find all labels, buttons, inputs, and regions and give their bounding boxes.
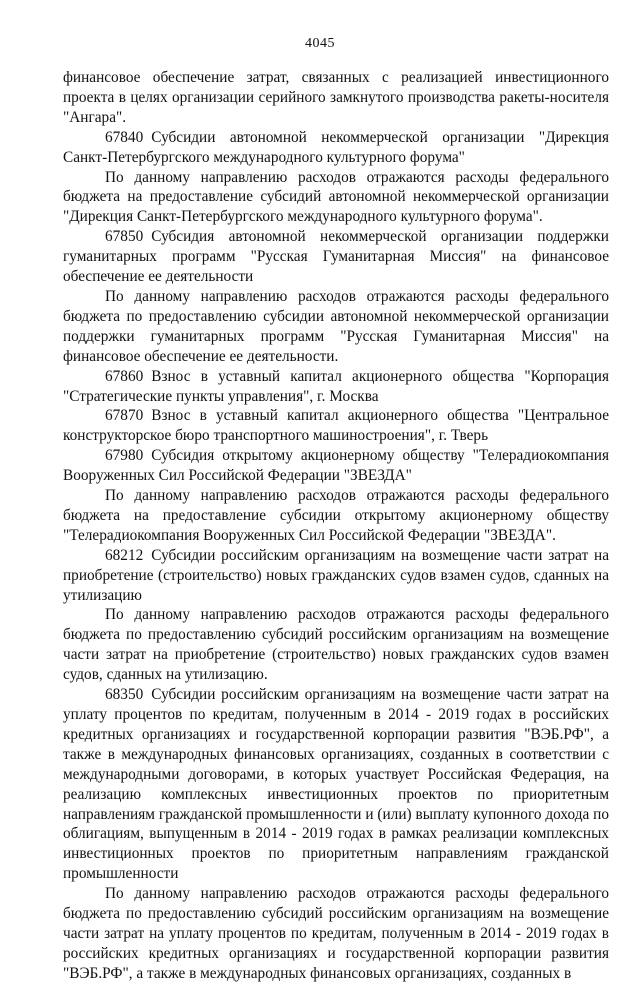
paragraph [63, 486, 609, 546]
paragraph [63, 287, 609, 367]
paragraph-text: По данному направлению расходов отражаются расходы федерального бюджета на предоставление субсидии открытому акционерному обществу "Телерадиокомпания Вооруженных Сил Российской Федерации "ЗВЕЗДА". [63, 487, 609, 544]
budget-item-title: Взнос в уставный капитал акционерного общества "Центральное конструкторское бюро транспортного машиностроения", г. Тверь [63, 407, 609, 445]
budget-item-title: Субсидии российским организациям на возмещение части затрат на уплату процентов по кредитам, полученным в 2014 - 2019 годах в российских кредитных организациях и государственной корпорации развития "ВЭБ.РФ", а также в международных финансовых организациях, созданных в соответствии с международными договорами, в которых участвует Российская Федерация, на реализацию комплексных инвестиционных проектов по приоритетным направлениям гражданской промышленности и (или) выплату купонного дохода по облигациям, выпущенным в 2014 - 2019 годах в рамках реализации комплексных инвестиционных проектов по приоритетным направлениям гражданской промышленности [63, 686, 609, 883]
budget-item [63, 406, 609, 446]
budget-item [63, 446, 609, 486]
budget-item [63, 227, 609, 287]
document-body [63, 68, 609, 984]
budget-item-title: Субсидия открытому акционерному обществу "Телерадиокомпания Вооруженных Сил Российской Федерации "ЗВЕЗДА" [63, 447, 609, 485]
budget-code: 67850 [105, 228, 144, 246]
budget-code: 67980 [105, 447, 144, 465]
budget-item-title: Взнос в уставный капитал акционерного общества "Корпорация "Стратегические пункты управления", г. Москва [63, 367, 609, 405]
budget-item-title: Субсидия автономной некоммерческой организации поддержки гуманитарных программ "Русская Гуманитарная Миссия" на финансовое обеспечение ее деятельности [63, 228, 609, 286]
budget-item [63, 128, 609, 168]
paragraph [63, 605, 609, 685]
budget-code: 68350 [105, 686, 144, 704]
paragraph [63, 68, 609, 128]
budget-item-title: Субсидии российским организациям на возмещение части затрат на приобретение (строительство) новых гражданских судов взамен судов, сданных на утилизацию [63, 546, 609, 604]
paragraph-text: По данному направлению расходов отражаются расходы федерального бюджета по предоставлению субсидии автономной некоммерческой организации поддержки гуманитарных программ "Русская Гуманитарная Миссия" на финансовое обеспечение ее деятельности. [63, 287, 609, 365]
budget-code: 67860 [105, 367, 144, 385]
paragraph-text: По данному направлению расходов отражаются расходы федерального бюджета на предоставление субсидий автономной некоммерческой организации "Дирекция Санкт-Петербургского международного культурного форума". [63, 168, 609, 226]
paragraph-text: По данному направлению расходов отражаются расходы федерального бюджета по предоставлению субсидий российским организациям на возмещение части затрат на уплату процентов по кредитам, полученным в 2014 - 2019 годах в российских кредитных организациях и государственной корпорации развития "ВЭБ.РФ", а также в международных финансовых организациях, созданных в [63, 885, 609, 982]
budget-code: 67840 [105, 128, 144, 146]
paragraph [63, 168, 609, 228]
budget-item [63, 685, 609, 884]
budget-item-title: Субсидии автономной некоммерческой организации "Дирекция Санкт-Петербургского международного культурного форума" [63, 128, 609, 166]
budget-code: 67870 [105, 407, 144, 425]
paragraph [63, 884, 609, 984]
page-number: 4045 [305, 36, 335, 51]
paragraph-text: финансовое обеспечение затрат, связанных с реализацией инвестиционного проекта в целях организации серийного замкнутого производства ракеты-носителя "Ангара". [63, 69, 609, 126]
budget-item [63, 546, 609, 606]
paragraph-text: По данному направлению расходов отражаются расходы федерального бюджета по предоставлению субсидий российским организациям на возмещение части затрат на приобретение (строительство) новых гражданских судов взамен судов, сданных на утилизацию. [63, 606, 609, 684]
budget-code: 68212 [105, 546, 144, 564]
budget-item [63, 367, 609, 407]
